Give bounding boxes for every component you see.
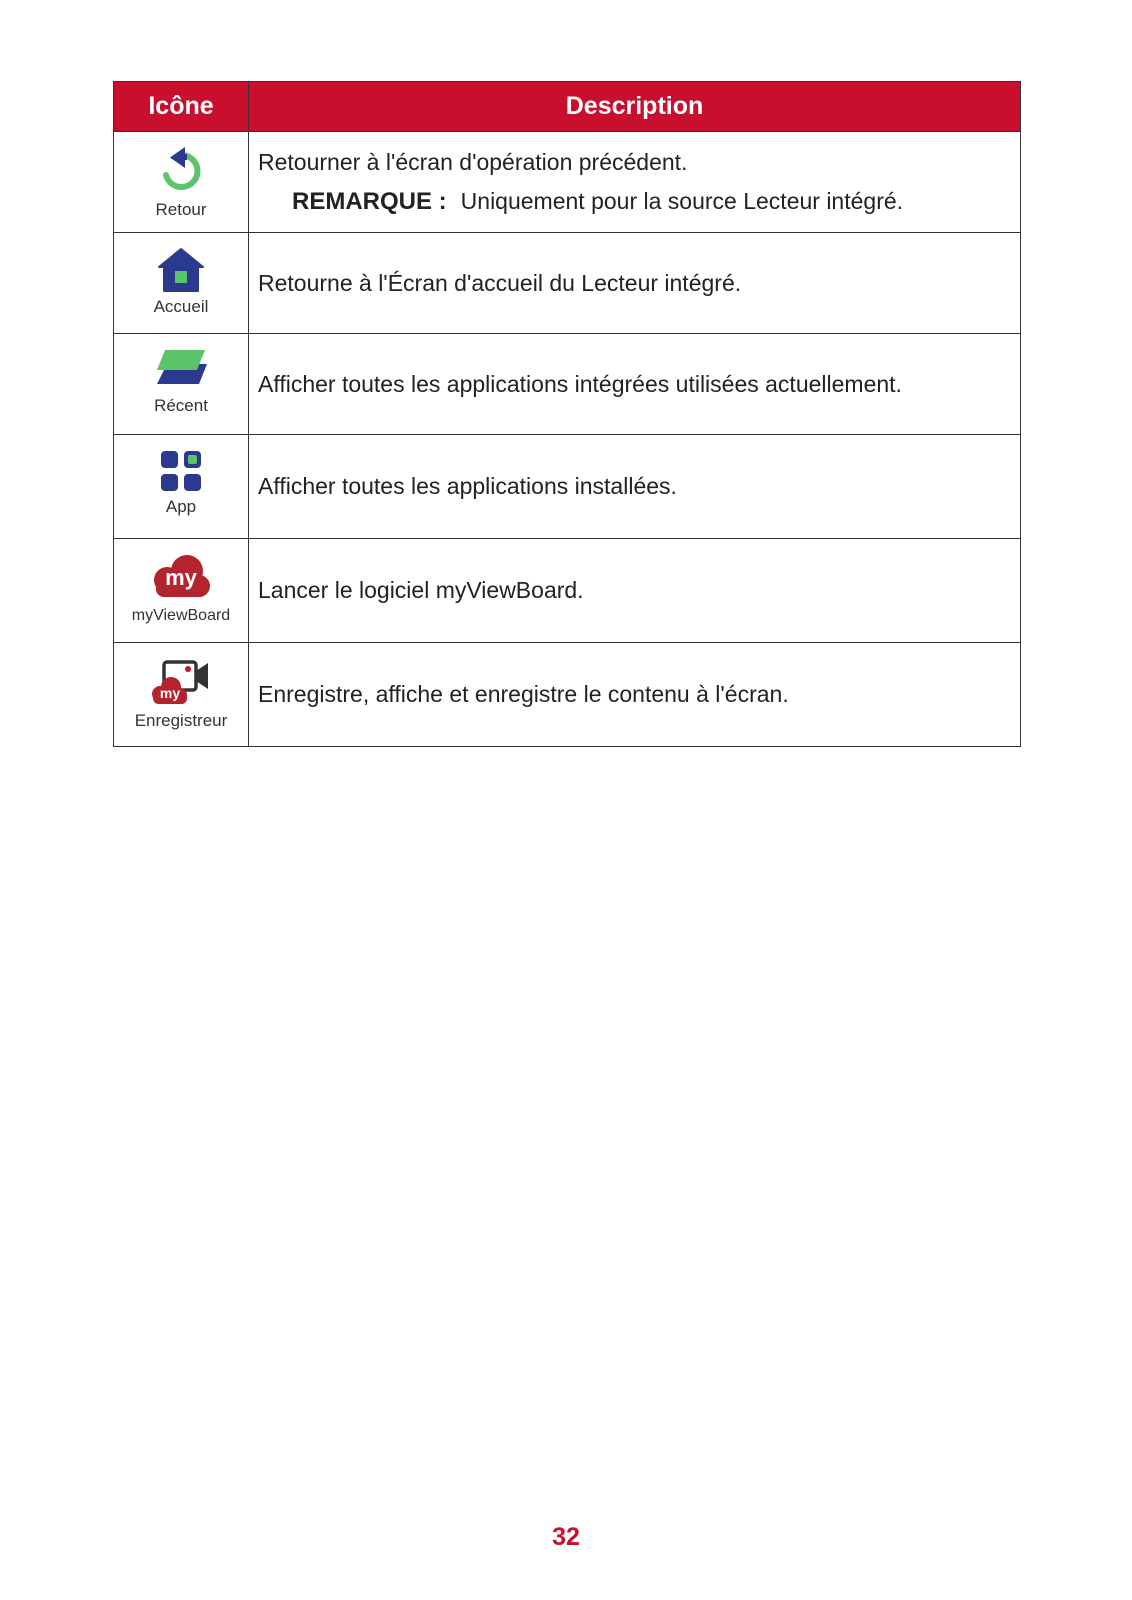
table-row: [114, 643, 1021, 747]
description-cell: [249, 643, 1021, 747]
icon-label: Enregistreur: [134, 711, 228, 730]
description-text: Retourne à l'Écran d'accueil du Lecteur intégré.: [258, 269, 742, 296]
header-description: Description: [249, 82, 1021, 132]
icon-label: Récent: [154, 396, 208, 415]
icon-cell: [114, 643, 249, 747]
recorder-icon: [150, 657, 212, 707]
table-row: [114, 539, 1021, 643]
description-text: Lancer le logiciel myViewBoard.: [258, 577, 584, 603]
icon-cell: [114, 334, 249, 435]
note-text: Uniquement pour la source Lecteur intégré.: [460, 187, 904, 214]
icon-cell: [114, 233, 249, 334]
note-label: REMARQUE :: [292, 187, 447, 215]
description-cell: [249, 334, 1021, 435]
icon-cell: [114, 435, 249, 539]
icon-label: App: [165, 497, 197, 516]
recorder-icon-text: my: [159, 685, 181, 701]
note: [258, 188, 1020, 216]
table-row: [114, 334, 1021, 435]
app-grid-icon: [159, 449, 203, 493]
header-icon: Icône: [114, 82, 249, 132]
icon-cell: [114, 539, 249, 643]
description-cell: [249, 132, 1021, 233]
table-row: [114, 132, 1021, 233]
description-text: Retourner à l'écran d'opération précédent.: [258, 148, 688, 175]
description-cell: [249, 233, 1021, 334]
description-cell: [249, 435, 1021, 539]
table-header-row: [114, 82, 1021, 132]
myviewboard-icon-text: my: [165, 565, 197, 590]
icon-label: myViewBoard: [131, 607, 231, 624]
page-number: 32: [552, 1523, 580, 1551]
myviewboard-icon: [150, 553, 212, 603]
recent-icon: [153, 348, 209, 392]
home-icon: [157, 247, 205, 293]
icon-cell: [114, 132, 249, 233]
return-icon: [159, 146, 203, 196]
icon-table: [113, 81, 1021, 747]
table-row: [114, 233, 1021, 334]
description-text: Enregistre, affiche et enregistre le contenu à l'écran.: [258, 681, 789, 707]
description-text: Afficher toutes les applications intégrées utilisées actuellement.: [258, 370, 902, 397]
description-text: Afficher toutes les applications installées.: [258, 473, 677, 499]
icon-label: Retour: [155, 200, 207, 219]
table-row: [114, 435, 1021, 539]
icon-label: Accueil: [153, 297, 209, 316]
description-cell: [249, 539, 1021, 643]
